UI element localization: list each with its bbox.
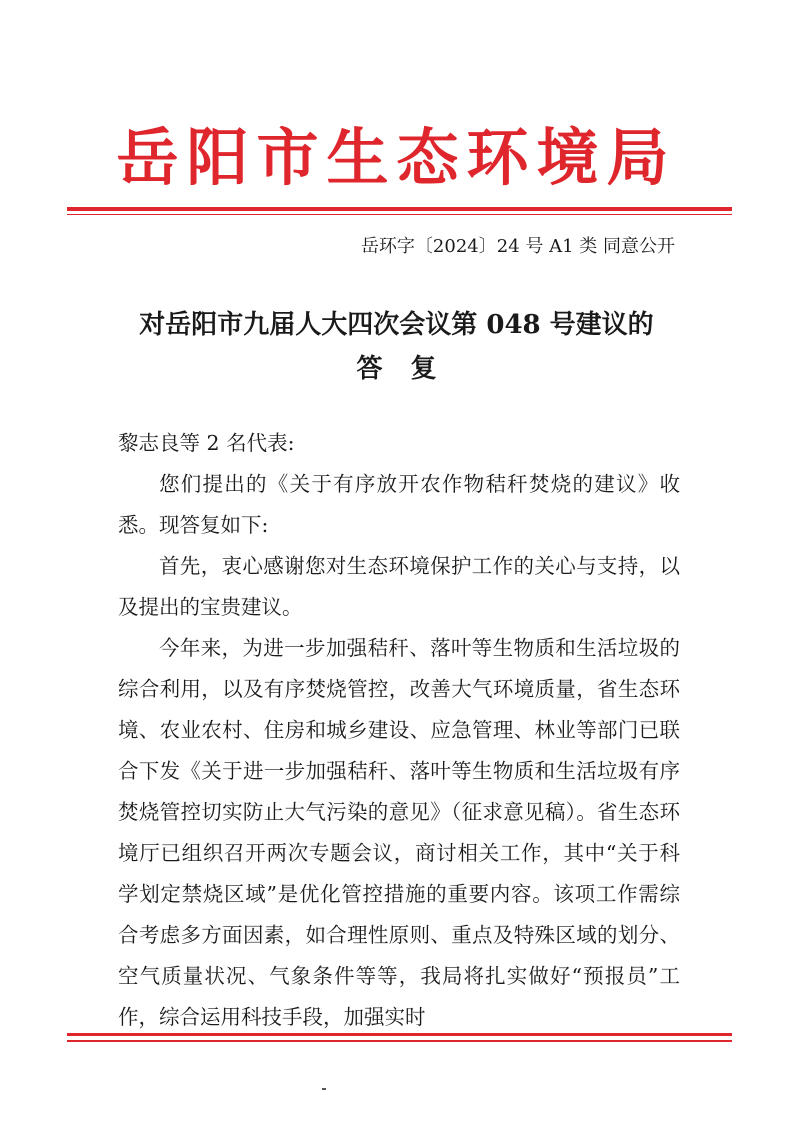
paragraph-thanks: 首先，衷心感谢您对生态环境保护工作的关心与支持，以及提出的宝贵建议。 xyxy=(118,554,680,619)
document-number: 岳环字〔2024〕24 号 A1 类 同意公开 xyxy=(360,236,675,257)
paragraph-acknowledgement: 您们提出的《关于有序放开农作物秸秆焚烧的建议》收悉。现答复如下: xyxy=(118,472,680,537)
letterhead-rule-thick xyxy=(67,207,732,211)
footer-rule-thick xyxy=(67,1033,732,1036)
page-mark xyxy=(322,1088,326,1090)
letterhead-org-name: 岳阳市生态环境局 xyxy=(116,121,677,194)
document-title-line-2: 答复 xyxy=(356,354,465,384)
document-title-line-1: 对岳阳市九届人大四次会议第 048 号建议的 xyxy=(139,310,654,340)
document-body xyxy=(118,423,680,1038)
letterhead-rule-thin xyxy=(67,214,732,215)
paragraph-main: 今年来，为进一步加强秸秆、落叶等生物质和生活垃圾的综合利用，以及有序焚烧管控，改善大气环境质量，省生态环境、农业农村、住房和城乡建设、应急管理、林业等部门已联合下发《关于进一步加强秸秆、落叶等生物质和生活垃圾有序焚烧管控切实防止大气污染的意见》（征求意见稿）。省生态环境厅已组织召开两次专题会议，商讨相关工作，其中“关于科学划定禁烧区域”是优化管控措施的重要内容。该项工作需综合考虑多方面因素，如合理性原则、重点及特殊区域的划分、空气质量状况、气象条件等等，我局将扎实做好“预报员”工作，综合运用科技手段，加强实时 xyxy=(118,636,680,1029)
footer-rule-thin xyxy=(67,1040,732,1042)
salutation: 黎志良等 2 名代表: xyxy=(118,431,295,455)
